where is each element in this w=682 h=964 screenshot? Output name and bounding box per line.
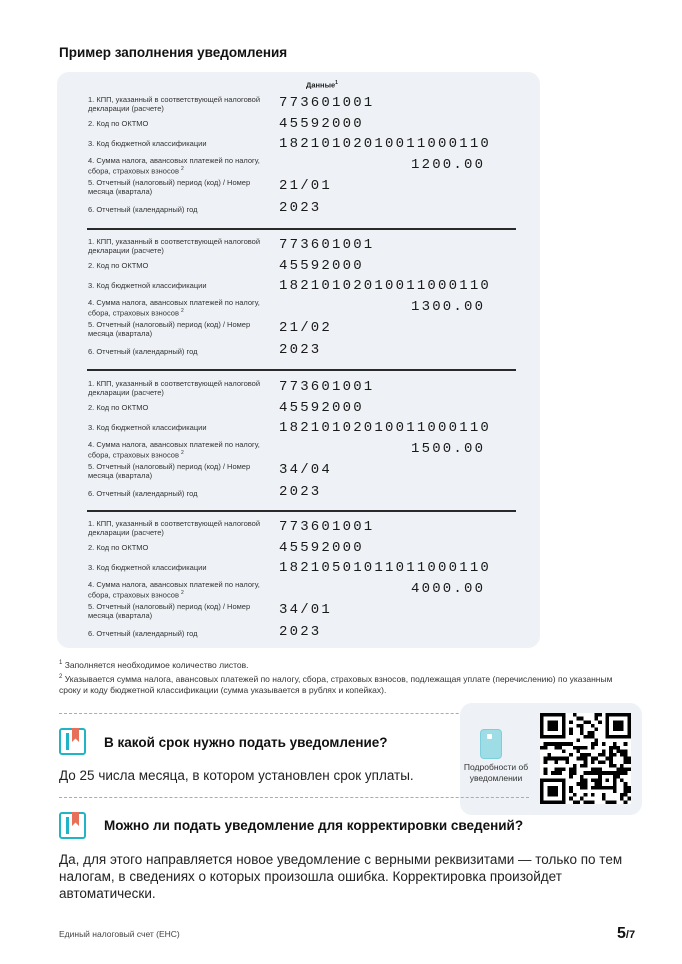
- footnote-2: $^2$ Указывается сумма налога, авансовых платежей по налогу, сбора, страховых взносов, подлежащая уплате (перечислению) по указанным сроку и коду бюджетной классификации (сумма указывается в рублях и копейках).: [59, 673, 613, 695]
- form-row-value: 1500.00: [411, 441, 486, 457]
- form-row-label: 4. Сумма налога, авансовых платежей по налогу, сбора, страховых взносов $^2$: [88, 298, 260, 318]
- form-row-label: 4. Сумма налога, авансовых платежей по налогу, сбора, страховых взносов $^2$: [88, 440, 260, 460]
- block-divider: [87, 510, 516, 512]
- form-row-label: 5. Отчетный (налоговый) период (код) / Номер месяца (квартала): [88, 602, 251, 620]
- qr-caption: Подробности об уведомлении: [463, 762, 529, 783]
- form-row-label: 1. КПП, указанный в соответствующей налоговой декларации (расчете): [88, 379, 261, 397]
- form-row-label: 2. Код по ОКТМО: [88, 119, 149, 128]
- block-divider: [87, 369, 516, 371]
- form-row-value: 2023: [279, 342, 322, 358]
- form-row-label: 6. Отчетный (календарный) год: [88, 205, 198, 214]
- form-row-value: 45592000: [279, 258, 364, 274]
- form-row-value: 2023: [279, 624, 322, 640]
- form-row-label: 6. Отчетный (календарный) год: [88, 629, 198, 638]
- section-divider: [59, 797, 529, 798]
- form-row-label: 6. Отчетный (календарный) год: [88, 489, 198, 498]
- form-row-value: 773601001: [279, 95, 375, 111]
- form-row-value: 1300.00: [411, 299, 486, 315]
- form-row-label: 5. Отчетный (налоговый) период (код) / Номер месяца (квартала): [88, 462, 251, 480]
- form-row-value: 773601001: [279, 519, 375, 535]
- answer-deadline: До 25 числа месяца, в котором установлен срок уплаты.: [59, 768, 414, 783]
- form-row-label: 1. КПП, указанный в соответствующей налоговой декларации (расчете): [88, 95, 261, 113]
- qr-code[interactable]: [540, 713, 631, 804]
- form-row-value: 18210102010011000110: [279, 278, 492, 294]
- footnote-1: $^1$ Заполняется необходимое количество листов.: [59, 659, 249, 670]
- form-row-value: 34/04: [279, 462, 333, 478]
- phone-icon: [480, 729, 502, 759]
- book-bookmark-icon: [59, 728, 86, 755]
- question-correction: Можно ли подать уведомление для корректировки сведений?: [104, 818, 524, 833]
- form-row-label: 2. Код по ОКТМО: [88, 403, 149, 412]
- form-row-label: 4. Сумма налога, авансовых платежей по налогу, сбора, страховых взносов $^2$: [88, 156, 260, 176]
- form-row-label: 2. Код по ОКТМО: [88, 543, 149, 552]
- footer-text: Единый налоговый счет (ЕНС): [59, 929, 180, 939]
- section-divider: [59, 713, 529, 714]
- form-row-label: 4. Сумма налога, авансовых платежей по налогу, сбора, страховых взносов $^2$: [88, 580, 260, 600]
- page-number: 5/7: [617, 925, 636, 942]
- form-row-label: 3. Код бюджетной классификации: [88, 139, 207, 148]
- form-row-label: 3. Код бюджетной классификации: [88, 563, 207, 572]
- form-row-value: 45592000: [279, 400, 364, 416]
- form-row-value: 18210501011011000110: [279, 560, 492, 576]
- form-row-label: 1. КПП, указанный в соответствующей налоговой декларации (расчете): [88, 237, 261, 255]
- form-row-value: 34/01: [279, 602, 333, 618]
- form-row-value: 1200.00: [411, 157, 486, 173]
- question-deadline: В какой срок нужно подать уведомление?: [104, 735, 388, 750]
- form-row-label: 3. Код бюджетной классификации: [88, 281, 207, 290]
- form-row-value: 2023: [279, 200, 322, 216]
- block-divider: [87, 228, 516, 230]
- form-row-label: 5. Отчетный (налоговый) период (код) / Номер месяца (квартала): [88, 320, 251, 338]
- answer-correction: Да, для этого направляется новое уведомление с верными реквизитами — только по тем налогам, в сведениях о которых произошла ошибка. Корректировка произойдет автоматически.: [59, 852, 623, 901]
- form-row-label: 3. Код бюджетной классификации: [88, 423, 207, 432]
- form-row-value: 21/01: [279, 178, 333, 194]
- book-bookmark-icon: [59, 812, 86, 839]
- data-column-header: Данные$^1$: [306, 80, 338, 90]
- form-row-label: 1. КПП, указанный в соответствующей налоговой декларации (расчете): [88, 519, 261, 537]
- form-row-value: 773601001: [279, 237, 375, 253]
- form-row-value: 18210102010011000110: [279, 420, 492, 436]
- form-row-label: 2. Код по ОКТМО: [88, 261, 149, 270]
- form-row-value: 21/02: [279, 320, 333, 336]
- form-row-label: 5. Отчетный (налоговый) период (код) / Номер месяца (квартала): [88, 178, 251, 196]
- form-row-value: 773601001: [279, 379, 375, 395]
- page-title: Пример заполнения уведомления: [59, 45, 288, 60]
- form-row-value: 18210102010011000110: [279, 136, 492, 152]
- form-row-value: 45592000: [279, 540, 364, 556]
- form-row-value: 2023: [279, 484, 322, 500]
- form-row-value: 4000.00: [411, 581, 486, 597]
- form-row-value: 45592000: [279, 116, 364, 132]
- form-row-label: 6. Отчетный (календарный) год: [88, 347, 198, 356]
